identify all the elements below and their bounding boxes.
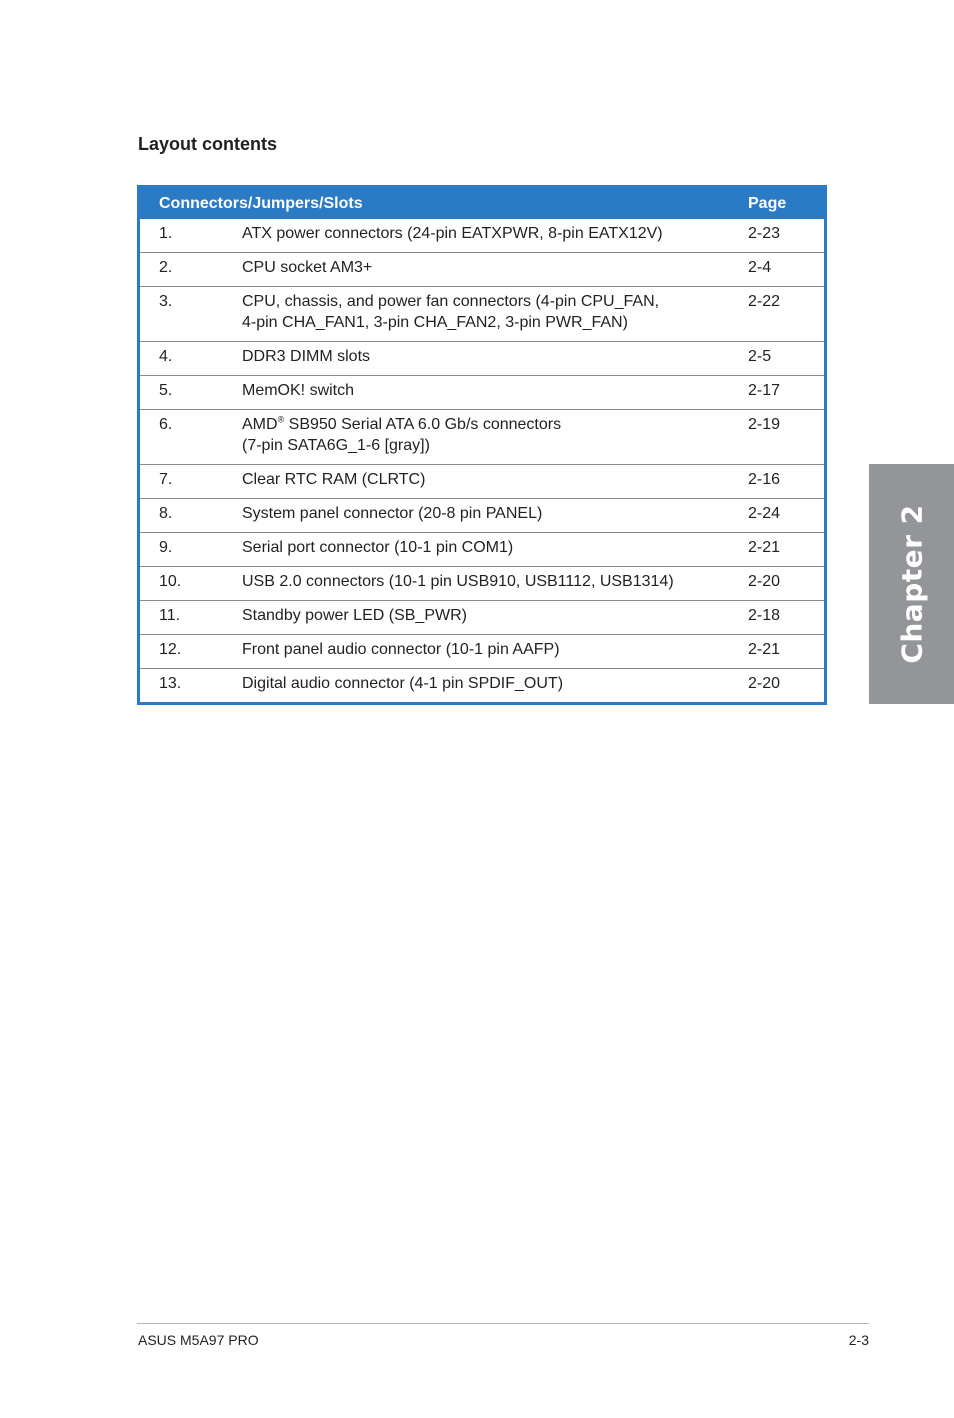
row-number: 4.	[140, 342, 242, 376]
footer-divider	[137, 1323, 869, 1324]
row-number: 6.	[140, 410, 242, 465]
row-description-line	[242, 414, 741, 435]
row-page: 2-21	[741, 533, 824, 567]
row-number: 3.	[140, 287, 242, 342]
row-page: 2-20	[741, 567, 824, 601]
row-number: 8.	[140, 499, 242, 533]
row-description: Serial port connector (10-1 pin COM1)	[242, 533, 741, 567]
row-description	[242, 287, 741, 342]
table-row	[140, 635, 824, 669]
row-page: 2-18	[741, 601, 824, 635]
row-description: System panel connector (20-8 pin PANEL)	[242, 499, 741, 533]
chapter-label: Chapter 2	[895, 504, 928, 664]
row-page: 2-4	[741, 253, 824, 287]
table-row	[140, 376, 824, 410]
row-page: 2-17	[741, 376, 824, 410]
row-number: 12.	[140, 635, 242, 669]
row-page: 2-21	[741, 635, 824, 669]
row-page: 2-22	[741, 287, 824, 342]
footer-page-number: 2-3	[848, 1332, 869, 1348]
row-description: USB 2.0 connectors (10-1 pin USB910, USB1112, USB1314)	[242, 567, 741, 601]
table-row	[140, 567, 824, 601]
row-description: MemOK! switch	[242, 376, 741, 410]
table-row	[140, 342, 824, 376]
row-page: 2-24	[741, 499, 824, 533]
row-description: Digital audio connector (4-1 pin SPDIF_OUT)	[242, 669, 741, 703]
row-description: Clear RTC RAM (CLRTC)	[242, 465, 741, 499]
row-number: 9.	[140, 533, 242, 567]
footer-product-name: ASUS M5A97 PRO	[138, 1332, 259, 1348]
table-row	[140, 253, 824, 287]
row-page: 2-16	[741, 465, 824, 499]
row-page: 2-19	[741, 410, 824, 465]
table-row	[140, 601, 824, 635]
row-description: DDR3 DIMM slots	[242, 342, 741, 376]
table-row	[140, 219, 824, 253]
row-description-line: CPU, chassis, and power fan connectors (4-pin CPU_FAN,	[242, 293, 660, 310]
row-description	[242, 410, 741, 465]
row-number: 13.	[140, 669, 242, 703]
table-row	[140, 287, 824, 342]
table-row	[140, 465, 824, 499]
header-connectors: Connectors/Jumpers/Slots	[140, 188, 741, 219]
row-page: 2-20	[741, 669, 824, 703]
amd-text: AMD	[242, 416, 278, 433]
table-row	[140, 669, 824, 703]
chapter-tab	[869, 464, 954, 704]
row-description-line: 4-pin CHA_FAN1, 3-pin CHA_FAN2, 3-pin PWR_FAN)	[242, 314, 628, 331]
table-row	[140, 499, 824, 533]
row-number: 7.	[140, 465, 242, 499]
row-description: Standby power LED (SB_PWR)	[242, 601, 741, 635]
row-number: 11.	[140, 601, 242, 635]
sb950-text: SB950 Serial ATA 6.0 Gb/s connectors	[284, 416, 562, 433]
registered-mark: ®	[277, 414, 285, 425]
row-page: 2-5	[741, 342, 824, 376]
table-header-row	[140, 188, 824, 219]
row-description: Front panel audio connector (10-1 pin AAFP)	[242, 635, 741, 669]
header-page: Page	[741, 188, 824, 219]
row-number: 2.	[140, 253, 242, 287]
row-description: ATX power connectors (24-pin EATXPWR, 8-pin EATX12V)	[242, 225, 663, 242]
row-page: 2-23	[748, 225, 781, 242]
row-description: CPU socket AM3+	[242, 253, 741, 287]
table-row	[140, 533, 824, 567]
section-title: Layout contents	[138, 134, 278, 154]
table-row	[140, 410, 824, 465]
row-number: 10.	[140, 567, 242, 601]
row-number: 5.	[140, 376, 242, 410]
layout-contents-table	[137, 185, 827, 705]
row-number: 1.	[159, 225, 173, 242]
row-description-line: (7-pin SATA6G_1-6 [gray])	[242, 437, 430, 454]
